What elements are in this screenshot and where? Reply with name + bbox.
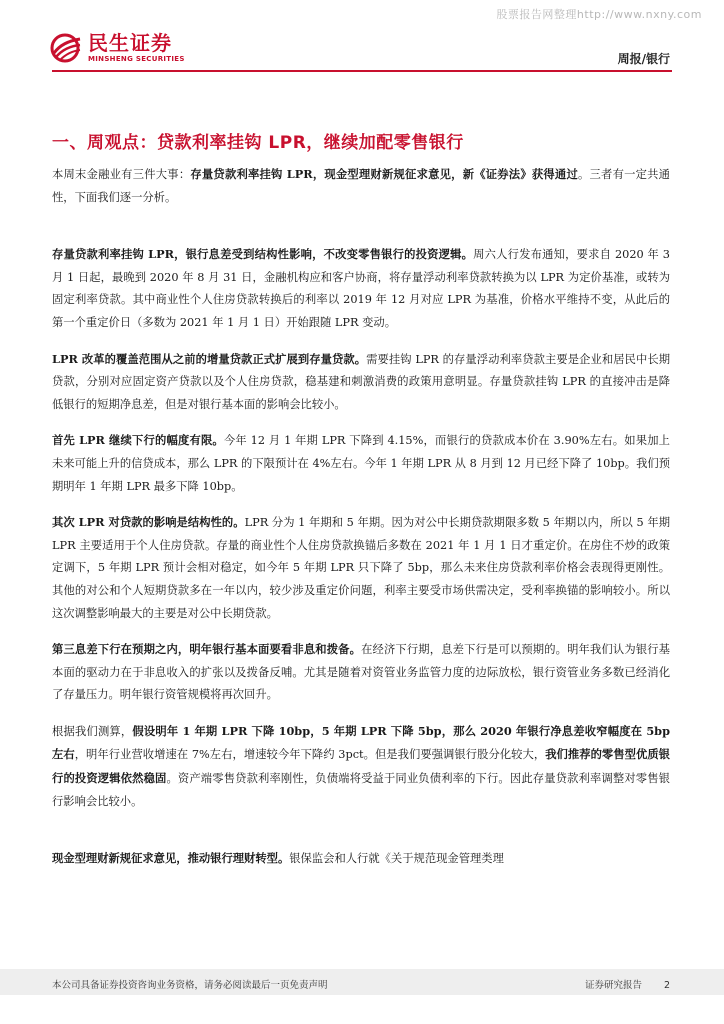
watermark: 股票报告网整理http://www.nxny.com [496, 8, 702, 21]
logo-cn-text: 民生证券 [88, 31, 172, 55]
paragraph-lpr-scope: LPR 改革的覆盖范围从之前的增量贷款正式扩展到存量贷款。需要挂钩 LPR 的存量浮动利率贷款主要是企业和居民中长期贷款，分别对应固定资产贷款以及个人住房贷款，稳基建和刺激消费的政策用意明显。存量贷款挂钩 LPR 的直接冲击是降低银行的短期净息差，但是对银行基本面的影响会比较小。 [52, 351, 670, 411]
paragraph-lpr-decline: 首先 LPR 继续下行的幅度有限。今年 12 月 1 年期 LPR 下降到 4.15%，而银行的贷款成本价在 3.90%左右。如果加上未来可能上升的信贷成本，那么 LPR 的下限预计在 4%左右。今年 1 年期 LPR 从 8 月到 12 月已经下降了 10bp。我们预期明年 1 年期 LPR 最多下降 10bp。 [52, 433, 670, 493]
paragraph-lpr-structural: 其次 LPR 对贷款的影响是结构性的。LPR 分为 1 年期和 5 年期。因为对公中长期贷款期限多数 5 年期以内，所以 5 年期 LPR 主要适用于个人住房贷款。存量的商业性个人住房贷款换锚后多数在 2021 年 1 月 1 日才重定价。在房住不炒的政策定调下，5 年期 LPR 预计会相对稳定，如今年 5 年期 LPR 只下降了 5bp，那么未来住房贷款利率价格会表现得更刚性。其他的对公和个人短期贷款多在一年以内，较少涉及重定价问题，利率主要受市场供需决定，受利率换锚的影响较小。所以这次调整影响最大的主要是对公中长期贷款。 [52, 515, 670, 620]
minsheng-logo-icon [50, 33, 82, 63]
footer-disclaimer: 本公司具备证券投资咨询业务资格，请务必阅读最后一页免责声明 [52, 980, 328, 991]
paragraph-lpr-impact: 存量贷款利率挂钩 LPR，银行息差受到结构性影响，不改变零售银行的投资逻辑。周六人行发布通知，要求自 2020 年 3 月 1 日起，最晚到 2020 年 8 月 31 日，金融机构应和客户协商，将存量浮动利率贷款转换为以 LPR 为定价基准，或转为固定利率贷款。其中商业性个人住房贷款转换后的利率以 2019 年 12 月对应 LPR 为基准，价格水平维持不变，从此后的第一个重定价日（多数为 2021 年 1 月 1 日）开始跟随 LPR 变动。 [52, 247, 670, 329]
paragraph-intro: 本周末金融业有三件大事：存量贷款利率挂钩 LPR，现金型理财新规征求意见，新《证券法》获得通过。三者有一定共通性，下面我们逐一分析。 [52, 167, 670, 204]
report-body [52, 163, 670, 884]
header-divider [52, 70, 672, 72]
footer-label: 证券研究报告 [584, 980, 642, 991]
paragraph-wealth-mgmt: 现金型理财新规征求意见，推动银行理财转型。银保监会和人行就《关于规范现金管理类理 [52, 851, 504, 866]
page-number: 2 [663, 980, 670, 991]
footer-meta [585, 977, 670, 991]
logo-en-text: MINSHENG SECURITIES [88, 55, 185, 63]
section-title: 一、周观点：贷款利率挂钩 LPR，继续加配零售银行 [52, 133, 464, 153]
company-logo [50, 33, 185, 63]
paragraph-estimate: 根据我们测算，假设明年 1 年期 LPR 下降 10bp，5 年期 LPR 下降 5bp，那么 2020 年银行净息差收窄幅度在 5bp 左右，明年行业营收增速在 7%左右，增速较今年下降约 3pct。但是我们要强调银行股分化较大，我们推荐的零售型优质银行的投资逻辑依然稳固。资产端零售贷款利率刚性，负债端将受益于同业负债利率的下行。因此存量贷款利率调整对零售银行影响会比较小。 [52, 723, 670, 808]
paragraph-margin-outlook: 第三息差下行在预期之内，明年银行基本面要看非息和拨备。在经济下行期，息差下行是可以预期的。明年我们认为银行基本面的驱动力在于非息收入的扩张以及拨备反哺。尤其是随着对资管业务监管力度的边际放松，银行资管业务多数已经消化了存量压力。明年银行资管规模将再次回升。 [52, 642, 670, 702]
report-type: 周报/银行 [617, 52, 670, 66]
